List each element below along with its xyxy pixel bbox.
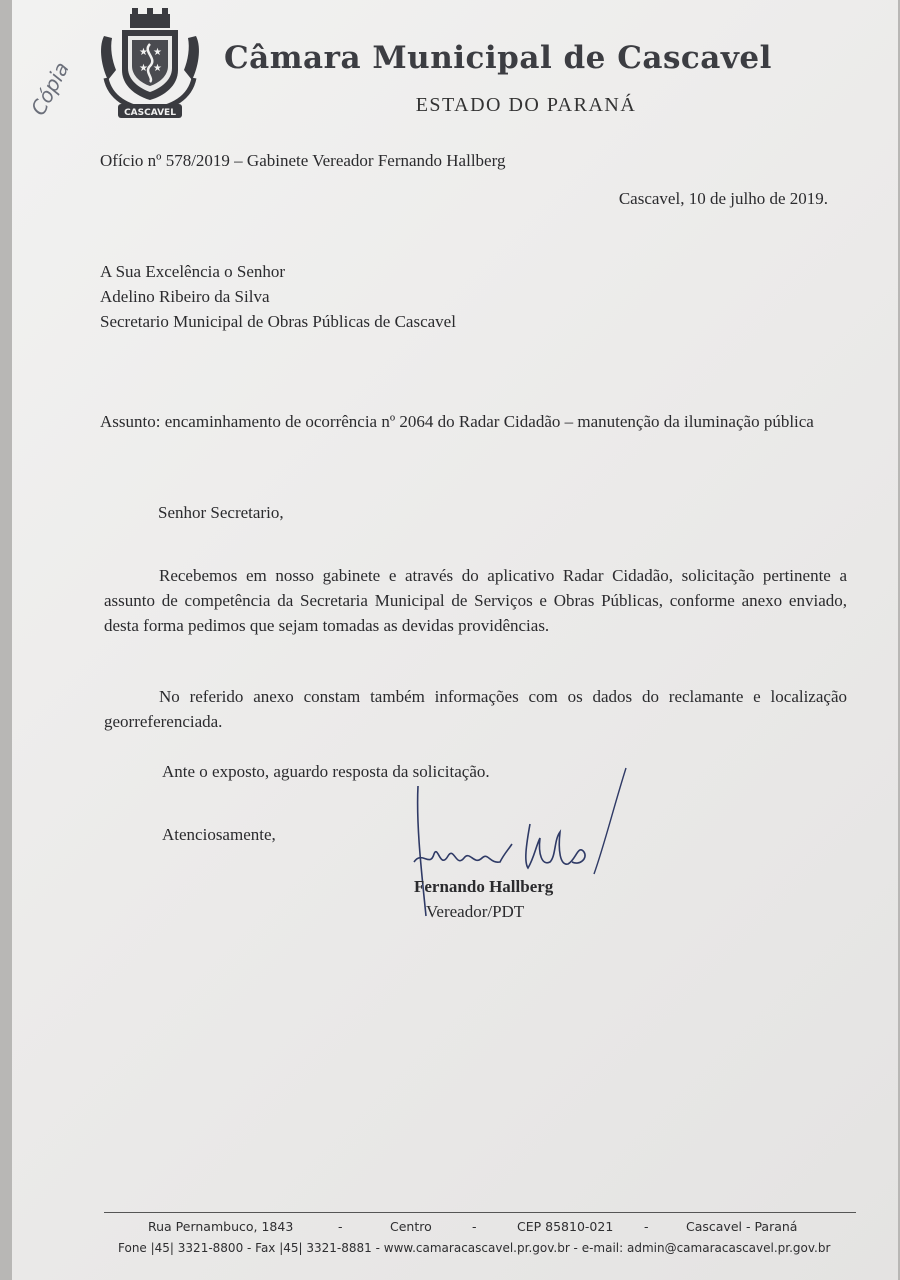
document-page	[12, 0, 898, 1280]
footer-cep: CEP 85810-021	[517, 1219, 614, 1234]
signer-name: Fernando Hallberg	[414, 877, 554, 896]
svg-text:★: ★	[153, 47, 162, 58]
footer-separator: -	[472, 1219, 477, 1234]
footer-separator: -	[644, 1219, 649, 1234]
closing: Atenciosamente,	[162, 825, 276, 844]
footer-divider	[104, 1212, 856, 1213]
signer-role: Vereador/PDT	[426, 902, 525, 921]
footer-district: Centro	[390, 1219, 432, 1234]
recipient-name: Adelino Ribeiro da Silva	[100, 287, 270, 306]
recipient-title: Secretario Municipal de Obras Públicas de Cascavel	[100, 312, 456, 331]
city-crest-logo	[98, 8, 202, 126]
salutation: Senhor Secretario,	[158, 503, 284, 522]
svg-text:★: ★	[153, 63, 162, 74]
letter-subject: Assunto: encaminhamento de ocorrência nº 2064 do Radar Cidadão – manutenção da iluminação pública	[100, 412, 814, 431]
footer-street: Rua Pernambuco, 1843	[148, 1219, 294, 1234]
svg-text:★: ★	[139, 63, 148, 74]
footer-city: Cascavel - Paraná	[686, 1219, 798, 1234]
letter-date: Cascavel, 10 de julho de 2019.	[618, 189, 828, 208]
footer-contacts: Fone |45| 3321-8800 - Fax |45| 3321-8881 - www.camaracascavel.pr.gov.br - e-mail: admin@camaracascavel.pr.gov.br	[118, 1241, 831, 1255]
letter-reference: Ofício nº 578/2019 – Gabinete Vereador Fernando Hallberg	[100, 151, 506, 170]
svg-text:CASCAVEL: CASCAVEL	[124, 108, 176, 118]
recipient-line: A Sua Excelência o Senhor	[100, 262, 286, 281]
institution-title: Câmara Municipal de Cascavel	[224, 40, 772, 76]
svg-text:★: ★	[139, 47, 148, 58]
recipient-block	[100, 259, 456, 334]
footer-separator: -	[338, 1219, 343, 1234]
body-paragraph: Recebemos em nosso gabinete e através do aplicativo Radar Cidadão, solicitação pertinente a assunto de competência da Secretaria Municipal de Serviços e Obras Públicas, conforme anexo enviado, desta forma pedimos que sejam tomadas as devidas providências.	[104, 566, 847, 635]
copy-stamp: Cópia	[26, 57, 74, 120]
body-paragraph: Ante o exposto, aguardo resposta da solicitação.	[162, 762, 490, 781]
state-subtitle: ESTADO DO PARANÁ	[415, 94, 637, 116]
body-paragraph: No referido anexo constam também informações com os dados do reclamante e localização georreferenciada.	[104, 687, 847, 731]
